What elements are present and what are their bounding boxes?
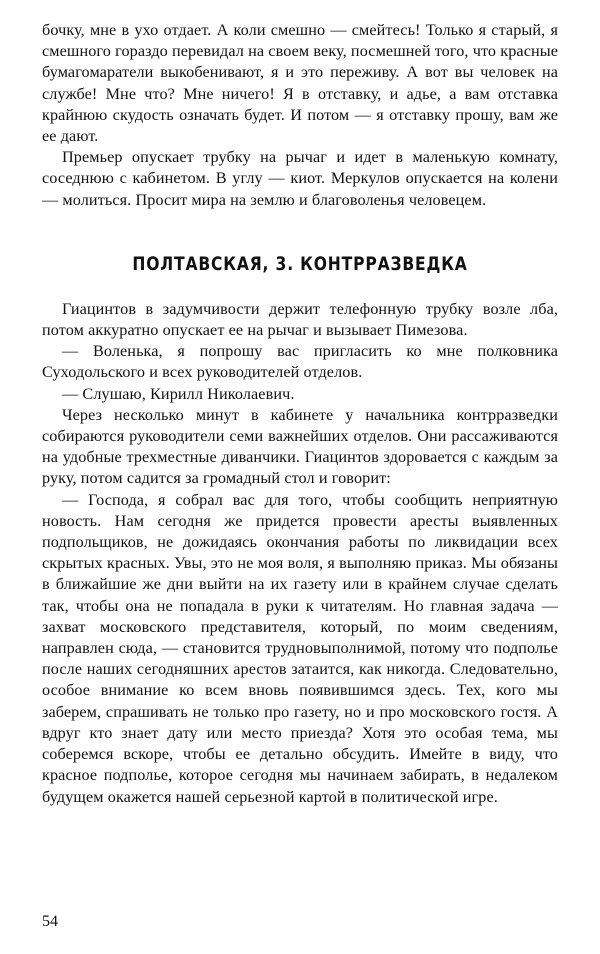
- page-number: 54: [42, 913, 58, 930]
- dialogue-line: — Слушаю, Кирилл Николаевич.: [62, 384, 295, 403]
- book-page: [42, 20, 558, 808]
- paragraph: Гиацинтов в задумчивости держит телефонную трубку возле лба, потом аккуратно опускает ее на рычаг и вызывает Пимезова.: [42, 299, 558, 340]
- dialogue-line: — Господа, я собрал вас для того, чтобы сообщить неприятную новость. Нам сегодня же придется провести аресты выявленных подпольщиков, не дожидаясь окончания работы по ликвидации всех скрытых красных. Увы, это не моя воля, я выполняю приказ. Мы обязаны в ближайшие же дни выйти на их газету или в крайнем случае сделать так, чтобы она не попадала в руки к читателям. Но главная задача — захват московского представителя, который, по моим сведениям, направлен сюда, — становится трудновыполнимой, потому что подполье после наших сегодняшних арестов затаится, как никогда. Следовательно, особое внимание ко всем вновь появившимся здесь. Тех, кого мы заберем, спрашивать не только про газету, но и про московского гостя. А вдруг кто знает дату или место приезда? Хотя это особая тема, мы соберемся вскоре, чтобы ее детально обсудить. Имейте в виду, что красное подполье, которое сегодня мы начинаем забирать, в недалеком будущем окажется нашей серьезной картой в политической игре.: [42, 490, 558, 806]
- section-heading: ПОЛТАВСКАЯ, 3. КОНТРРАЗВЕДКА: [132, 252, 468, 275]
- paragraph: Премьер опускает трубку на рычаг и идет в маленькую комнату, соседнюю с кабинетом. В углу — киот. Меркулов опускается на колени — молиться. Просит мира на землю и благоволенья человецем.: [42, 148, 558, 209]
- paragraph-continued: бочку, мне в ухо отдает. А коли смешно — смейтесь! Только я старый, я смешного гораздо перевидал на своем веку, посмешней того, что красные бумагомаратели выкобенивают, я и это переживу. А вот вы человек на службе! Мне что? Мне ничего! Я в отставку, и адье, а вам отставка крайнюю скудость означать будет. И потом — я отставку прошу, вам же ее дают.: [42, 21, 558, 146]
- dialogue-line: — Воленька, я попрошу вас пригласить ко мне полковника Суходольского и всех руководителей отделов.: [42, 342, 558, 382]
- paragraph: Через несколько минут в кабинете у начальника контрразведки собираются руководители семи важнейших отделов. Они рассаживаются на удобные трехместные диванчики. Гиацинтов здоровается с каждым за руку, потом садится за громадный стол и говорит:: [42, 405, 558, 488]
